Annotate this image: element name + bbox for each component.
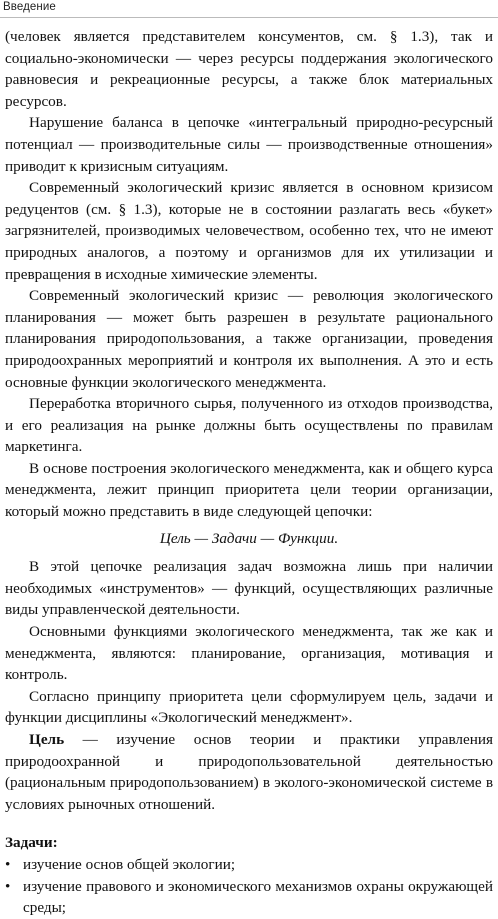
tasks-list: [5, 854, 493, 919]
paragraph-goal: [5, 729, 493, 815]
page-body: [5, 26, 493, 919]
paragraph-principle: В основе построения экологического менеджмента, как и общего курса менеджмента, лежит принцип приоритета цели теории организации, который можно представить в виде следующей цепочки:: [5, 459, 493, 521]
paragraph-balance: Нарушение баланса в цепочке «интегральный природно-ресурсный потенциал — производительные силы — производственные отношения» приводит к кризисным ситуациям.: [5, 114, 493, 175]
task-text: изучение правового и экономического механизмов охраны окружающей среды;: [23, 877, 493, 917]
goal-text: — изучение основ теории и практики управления природоохранной и природопользовательной деятельностью (рациональным природопользованием) в эколого-экономической системе в условиях рыночных отношений.: [5, 731, 493, 813]
paragraph-continuation: (человек является представителем консументов, см. § 1.3), так и социально-экономически — через ресурсы поддержания экологического равновесия и рекреационные ресурсы, а также блок материальных ресурсов.: [5, 28, 493, 110]
task-text: изучение основ общей экологии;: [23, 855, 236, 873]
formula-goal-tasks-functions: Цель — Задачи — Функции.: [159, 529, 339, 547]
list-item: [5, 876, 493, 919]
paragraph-chain: В этой цепочке реализация задач возможна лишь при наличии необходимых «инструментов» — функций, осуществляющих различные виды управленческой деятельности.: [5, 558, 493, 619]
paragraph-crisis-reducers: Современный экологический кризис является в основном кризисом редуцентов (см. § 1.3), которые не в состоянии разлагать весь «букет» загрязнителей, производимых человечеством, особенно тех, что не имеют природных аналогов, а поэтому и организмов для их утилизации и превращения в исходные химические элементы.: [5, 179, 493, 283]
goal-term: Цель: [29, 731, 65, 748]
running-header-title: Введение: [3, 1, 56, 13]
paragraph-formulation: Согласно принципу приоритета цели сформулируем цель, задачи и функции дисциплины «Экологический менеджмент».: [5, 687, 493, 727]
bullet-icon: •: [5, 855, 11, 873]
tasks-heading: Задачи:: [5, 834, 58, 852]
header-divider: [0, 17, 498, 18]
bullet-icon: •: [5, 877, 11, 895]
paragraph-functions: Основными функциями экологического менеджмента, так же как и менеджмента, являются: планирование, организация, мотивация и контроль.: [5, 623, 493, 684]
list-item: [5, 854, 493, 876]
paragraph-crisis-planning: Современный экологический кризис — революция экологического планирования — может быть разрешен в результате рационального планирования природопользования, а также организации, проведения природоохранных мероприятий и контроля их выполнения. А это и есть основные функции экологического менеджмента.: [5, 287, 493, 391]
paragraph-recycling: Переработка вторичного сырья, полученного из отходов производства, и его реализация на рынке должны быть осуществлены по правилам маркетинга.: [5, 395, 493, 456]
